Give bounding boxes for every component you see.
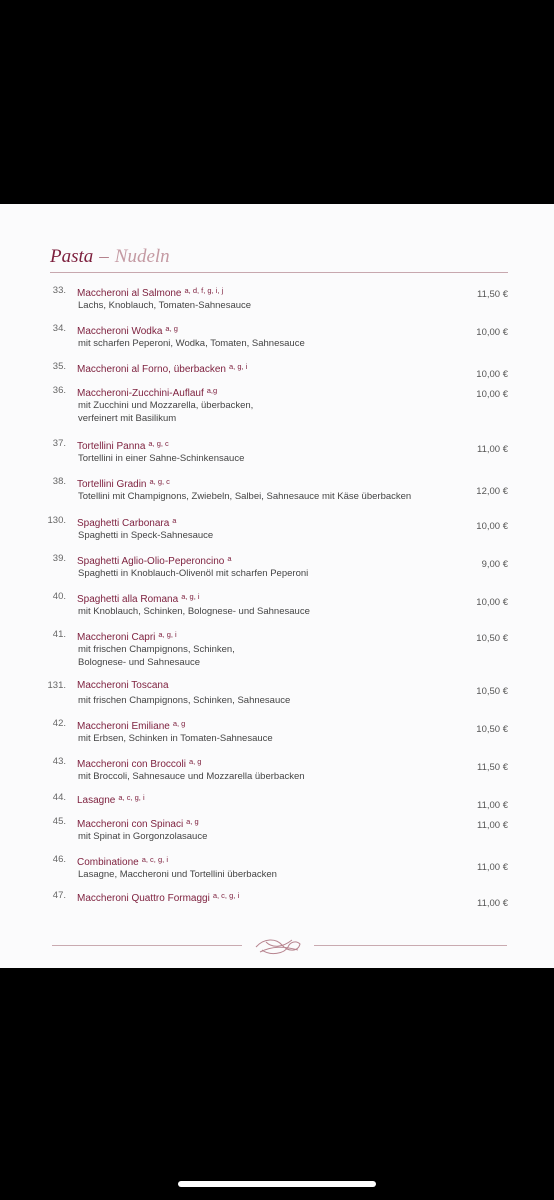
allergen-codes: a, d, f, g, i, j [184,286,224,295]
allergen-codes: a, g [186,817,199,826]
menu-item-price: 12,00 € [476,486,508,497]
menu-item-number: 40. [52,591,66,602]
allergen-codes: a, g [165,324,178,333]
menu-item-title: Maccheroni-Zucchini-Auflauf [77,388,204,399]
menu-item-price: 11,50 € [477,289,508,300]
menu-item-number: 45. [52,816,66,827]
menu-item-number: 46. [52,854,66,865]
menu-item-price: 11,00 € [477,820,508,831]
menu-item-price: 11,00 € [477,898,508,909]
menu-item-title: Maccheroni Emiliane [77,721,170,732]
menu-item-title: Maccheroni con Broccoli [77,759,186,770]
allergen-codes: a [172,516,177,525]
menu-item-name [77,889,239,906]
menu-item-number: 41. [52,629,66,640]
footer-rule-right [314,945,507,946]
allergen-codes: a, g, c [148,439,169,448]
menu-item-number: 131. [47,680,66,691]
menu-item-name [77,360,247,377]
menu-item-title: Combinatione [77,857,139,868]
menu-item-price: 10,00 € [476,521,508,532]
menu-item-price: 10,50 € [476,633,508,644]
menu-item-title: Spaghetti alla Romana [77,594,179,605]
menu-item-number: 47. [52,890,66,901]
flourish-ornament-icon [252,934,304,958]
heading-separator: – [99,246,109,267]
menu-item-number: 37. [52,438,66,449]
menu-item-number: 34. [52,323,66,334]
allergen-codes: a, g, i [181,592,200,601]
home-indicator[interactable] [178,1181,376,1187]
menu-item-price: 10,00 € [476,327,508,338]
menu-item-title: Spaghetti Carbonara [77,518,170,529]
menu-item-description: Spaghetti in Speck-Sahnesauce [78,530,214,541]
menu-item-title: Maccheroni al Salmone [77,288,182,299]
allergen-codes: a, g, i [228,362,248,371]
menu-item-number: 43. [52,756,66,767]
menu-item-title: Maccheroni al Forno, überbacken [77,364,226,375]
allergen-codes: a [227,554,232,563]
menu-item-number: 33. [52,285,66,296]
menu-item-number: 42. [52,718,66,729]
allergen-codes: a, g [188,757,202,766]
menu-item-price: 10,00 € [476,369,508,380]
menu-item-price: 11,00 € [477,800,508,811]
menu-item-title: Tortellini Gradin [77,479,147,490]
heading-rule [50,272,508,273]
menu-item-description: mit Broccoli, Sahnesauce und Mozzarella überbacken [78,771,305,782]
menu-item-title: Maccheroni Wodka [77,326,163,337]
menu-item-title: Spaghetti Aglio-Olio-Peperoncino [77,556,225,567]
menu-page [0,204,554,968]
menu-item-name [77,791,145,808]
menu-item-title: Maccheroni Capri [77,632,156,643]
menu-item-description: mit scharfen Peperoni, Wodka, Tomaten, Sahnesauce [78,338,305,349]
menu-item-description: Totellini mit Champignons, Zwiebeln, Salbei, Sahnesauce mit Käse überbacken [78,491,412,502]
allergen-codes: a, c, g, i [141,855,168,864]
allergen-codes: a, c, g, i [118,793,145,802]
allergen-codes: a, g [172,719,186,728]
menu-item-price: 9,00 € [481,559,508,570]
menu-item-number: 39. [52,553,66,564]
menu-item-description: mit frischen Champignons, Schinken, Sahnesauce [78,695,291,706]
menu-item-description: verfeinert mit Basilikum [78,413,177,424]
heading-subtitle: Nudeln [114,246,170,267]
menu-item-description: Lachs, Knoblauch, Tomaten-Sahnesauce [78,300,252,311]
menu-item-description: mit Erbsen, Schinken in Tomaten-Sahnesauce [78,733,273,744]
menu-item-number: 44. [52,792,66,803]
menu-item-description: Lasagne, Maccheroni und Tortellini überbacken [78,869,277,880]
menu-item-price: 10,00 € [476,389,508,400]
menu-item-description: mit frischen Champignons, Schinken, [78,644,235,655]
menu-item-number: 130. [47,515,66,526]
menu-item-description: Spaghetti in Knoblauch-Olivenöl mit scharfen Peperoni [78,568,309,579]
footer-rule-left [52,945,242,946]
menu-item-description: mit Knoblauch, Schinken, Bolognese- und Sahnesauce [78,606,310,617]
menu-item-title: Maccheroni Toscana [77,680,169,691]
menu-item-description: mit Zucchini und Mozzarella, überbacken, [78,400,254,411]
menu-item-price: 10,00 € [476,597,508,608]
menu-item-name [77,679,169,693]
menu-item-description: Tortellini in einer Sahne-Schinkensauce [78,453,245,464]
menu-item-price: 10,50 € [476,686,508,697]
menu-item-description: Bolognese- und Sahnesauce [78,657,201,668]
menu-item-description: mit Spinat in Gorgonzolasauce [78,831,208,842]
allergen-codes: a, g, i [158,630,177,639]
menu-item-number: 36. [52,385,66,396]
menu-item-price: 10,50 € [476,724,508,735]
section-heading [50,246,170,268]
menu-item-number: 38. [52,476,66,487]
menu-item-title: Tortellini Panna [77,441,146,452]
menu-item-price: 11,50 € [477,762,508,773]
menu-item-title: Maccheroni Quattro Formaggi [77,893,210,904]
menu-item-price: 11,00 € [477,862,508,873]
heading-title: Pasta [50,246,94,267]
allergen-codes: a, g, c [149,477,170,486]
menu-item-title: Maccheroni con Spinaci [77,819,184,830]
menu-item-number: 35. [52,361,66,372]
allergen-codes: a,g [206,386,218,395]
allergen-codes: a, c, g, i [212,891,240,900]
menu-item-title: Lasagne [77,795,116,806]
menu-item-price: 11,00 € [477,444,508,455]
